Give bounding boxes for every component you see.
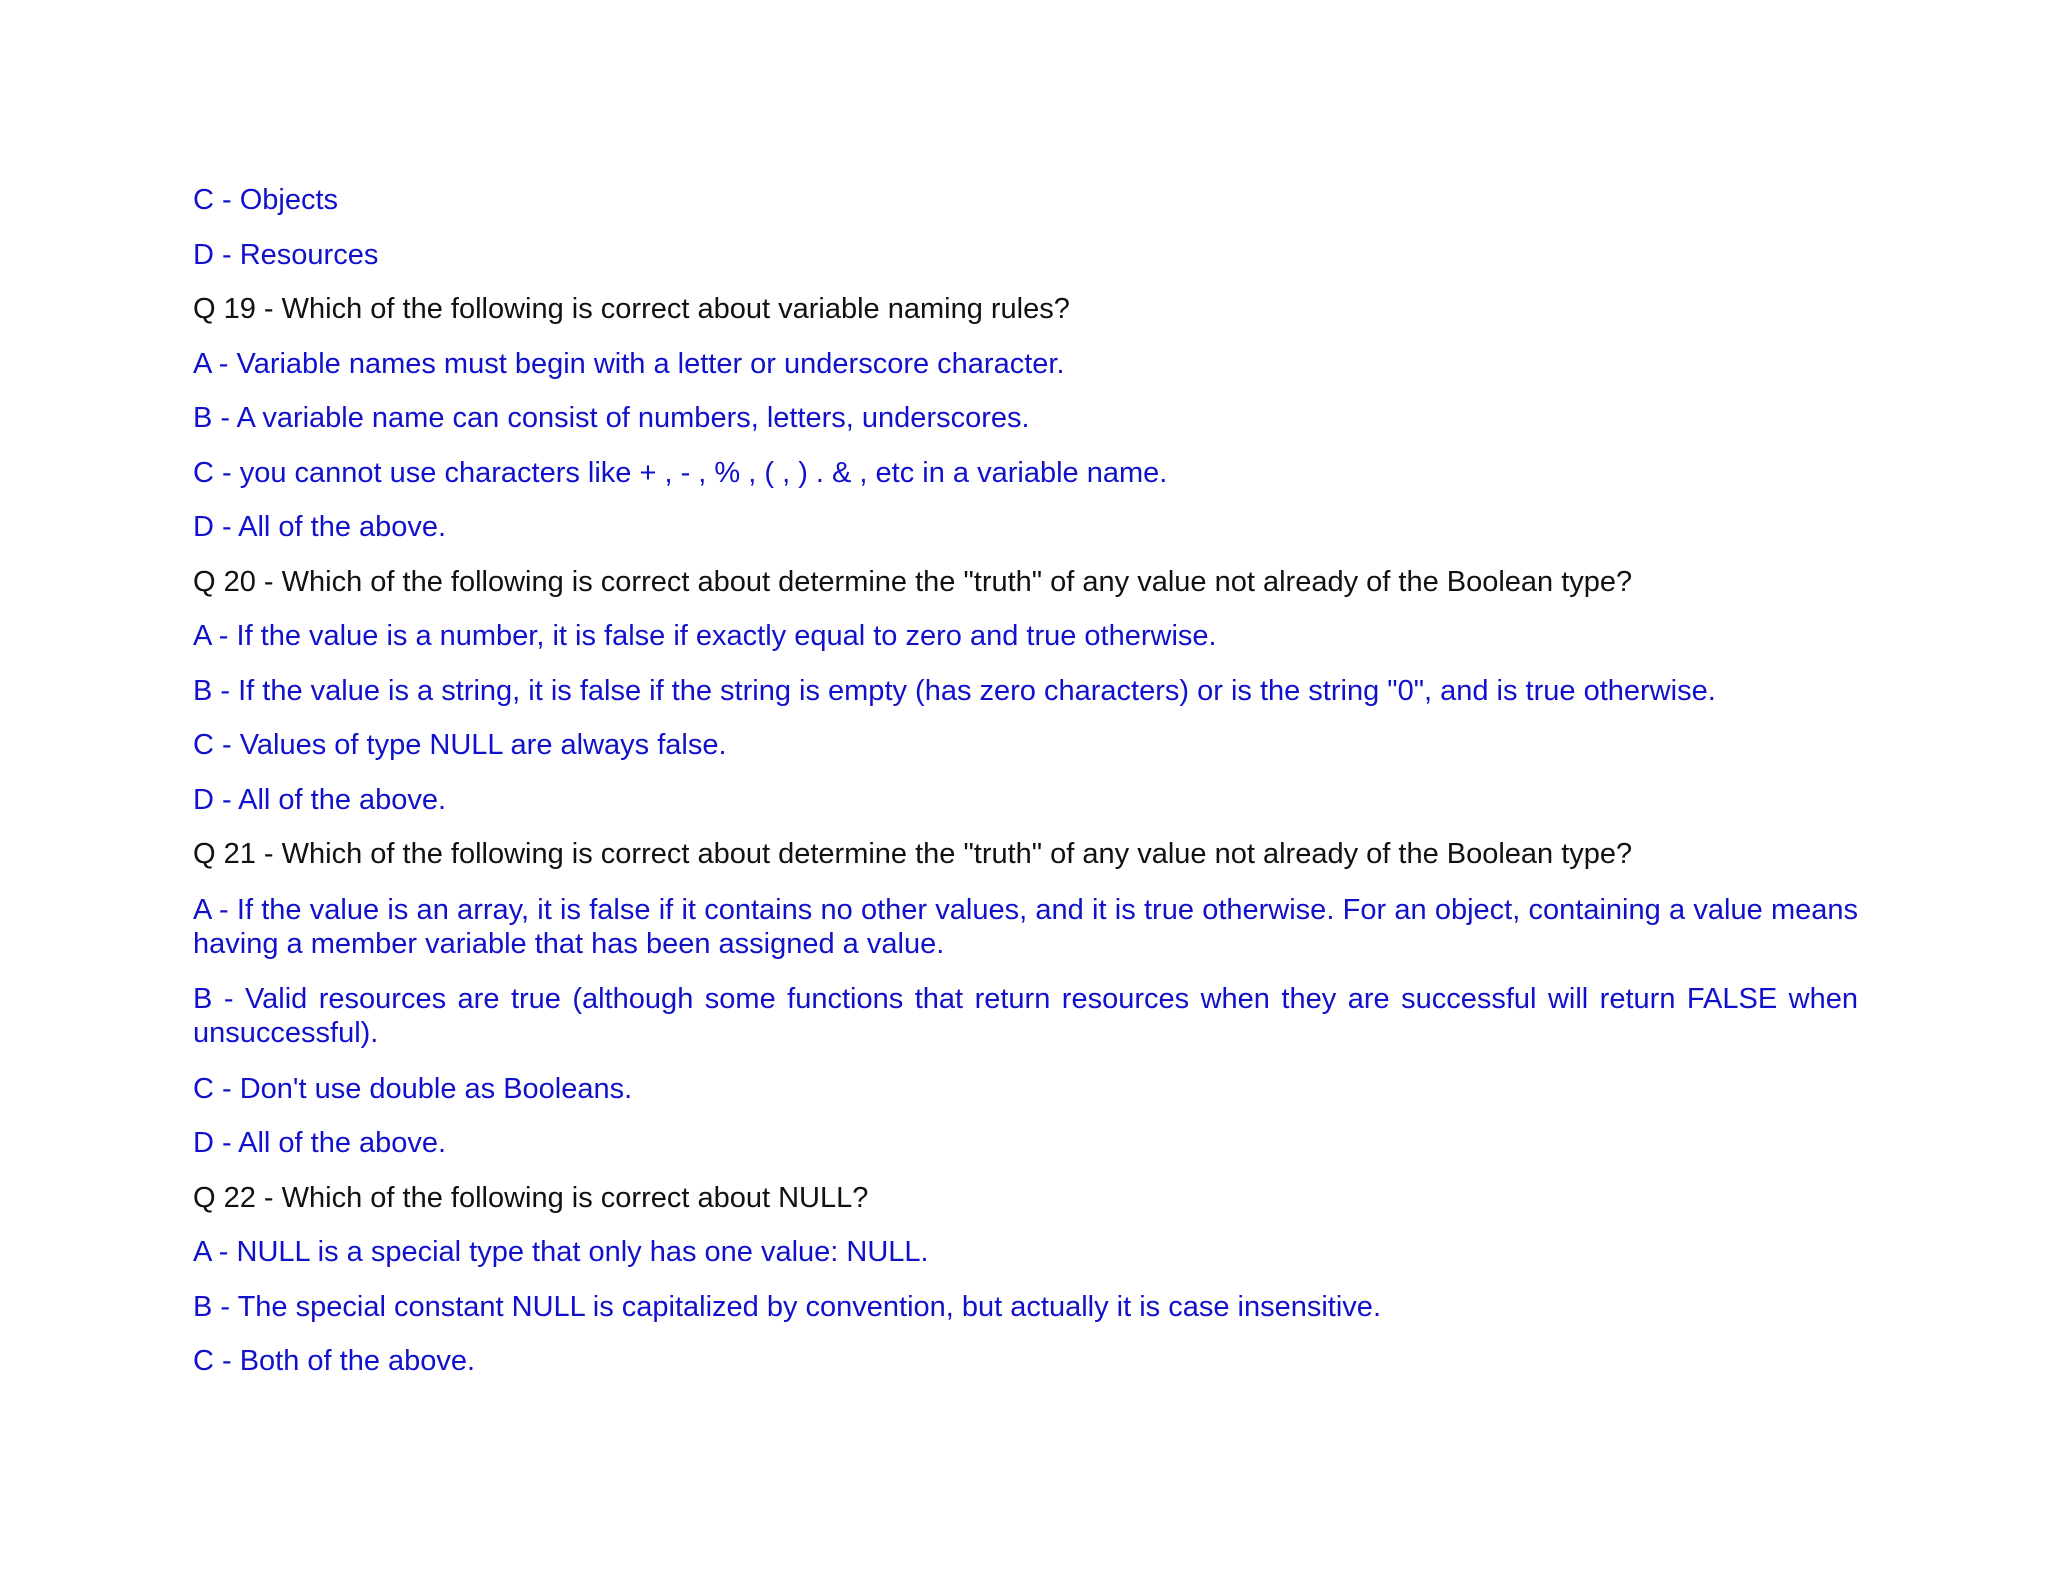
option-q21-c: C - Don't use double as Booleans. xyxy=(193,1072,633,1105)
option-q20-d: D - All of the above. xyxy=(193,783,447,816)
option-q22-c: C - Both of the above. xyxy=(193,1345,476,1377)
question-22: Q 22 - Which of the following is correct about NULL? xyxy=(193,1181,869,1214)
question-21: Q 21 - Which of the following is correct about determine the "truth" of any value not already of the Boolean type? xyxy=(193,838,1633,870)
option-q18-d: D - Resources xyxy=(193,238,379,271)
question-19: Q 19 - Which of the following is correct about variable naming rules? xyxy=(193,293,1070,325)
option-q19-a: A - Variable names must begin with a letter or underscore character. xyxy=(193,347,1065,380)
option-q19-b: B - A variable name can consist of numbers, letters, underscores. xyxy=(193,402,1030,434)
question-20: Q 20 - Which of the following is correct about determine the "truth" of any value not already of the Boolean type? xyxy=(193,565,1633,598)
option-q19-d: D - All of the above. xyxy=(193,511,447,543)
option-q21-a: A - If the value is an array, it is false if it contains no other values, and it is true otherwise. For an object, containing a value means having a member variable that has been assigned a value. xyxy=(193,893,1858,960)
option-q20-a: A - If the value is a number, it is false if exactly equal to zero and true otherwise. xyxy=(193,620,1217,652)
option-q20-c: C - Values of type NULL are always false. xyxy=(193,729,727,761)
option-q20-b: B - If the value is a string, it is false if the string is empty (has zero characters) or is the string "0", and is true otherwise. xyxy=(193,674,1716,707)
option-q21-d: D - All of the above. xyxy=(193,1127,447,1159)
document-page xyxy=(193,183,1858,1378)
option-q22-b: B - The special constant NULL is capitalized by convention, but actually it is case insensitive. xyxy=(193,1290,1381,1323)
option-q22-a: A - NULL is a special type that only has one value: NULL. xyxy=(193,1236,929,1268)
option-q18-c: C - Objects xyxy=(193,184,339,216)
option-q21-b: B - Valid resources are true (although some functions that return resources when they are successful will return FALSE when unsuccessful). xyxy=(193,983,1858,1049)
option-q19-c: C - you cannot use characters like + , - , % , ( , ) . & , etc in a variable name. xyxy=(193,456,1168,489)
